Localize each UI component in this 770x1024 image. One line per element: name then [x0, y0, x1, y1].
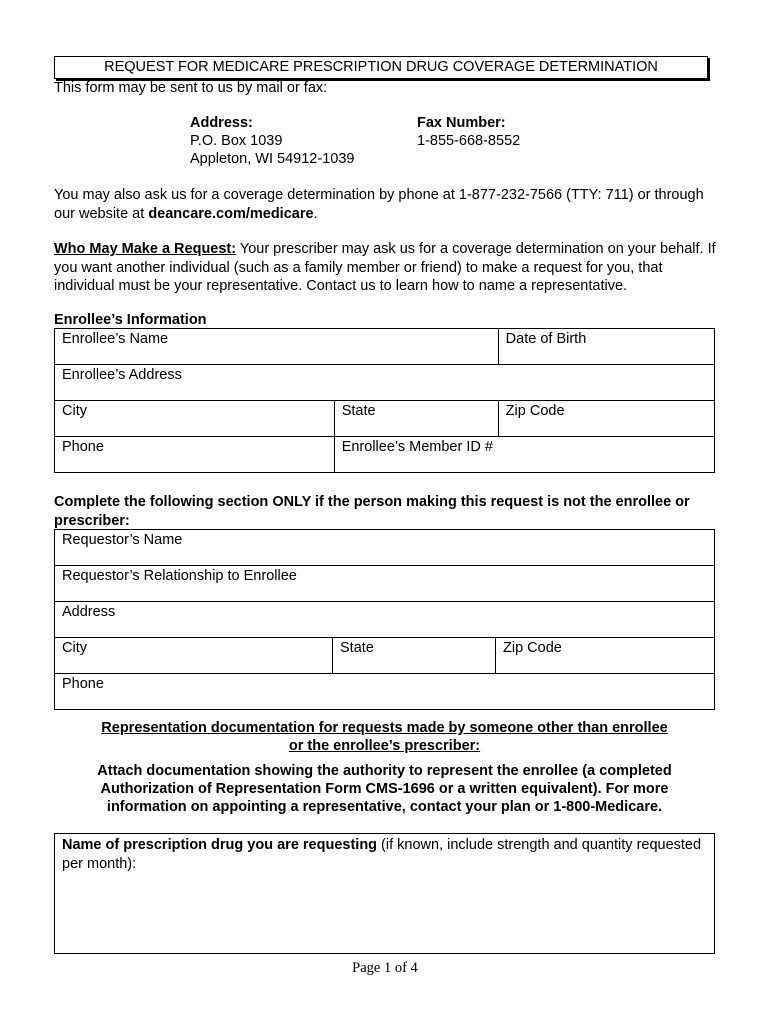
form-title: REQUEST FOR MEDICARE PRESCRIPTION DRUG COVERAGE DETERMINATION: [54, 56, 708, 79]
requestor-city-field[interactable]: City: [55, 638, 333, 674]
fax-heading: Fax Number:: [417, 115, 506, 131]
page-number: Page 1 of 4: [352, 960, 418, 976]
enrollee-name-field[interactable]: Enrollee’s Name: [55, 329, 499, 365]
intro-text: This form may be sent to us by mail or fax:: [54, 80, 328, 96]
who-paragraph: Who May Make a Request: Your prescriber may ask us for a coverage determination on your behalf. If you want another individual (such as a family member or friend) to make a request for you, that individual must be your representative. Contact us to learn how to name a representative.: [54, 241, 716, 294]
enrollee-heading: Enrollee’s Information: [54, 312, 207, 328]
who-heading: Who May Make a Request:: [54, 241, 237, 257]
requestor-relationship-field[interactable]: Requestor’s Relationship to Enrollee: [55, 566, 715, 602]
website-link[interactable]: deancare.com/medicare: [148, 205, 314, 222]
requestor-heading: Complete the following section ONLY if the person making this request is not the enrollee or prescriber:: [54, 494, 690, 529]
enrollee-table: [54, 328, 715, 473]
enrollee-zip-field[interactable]: Zip Code: [498, 401, 714, 437]
requestor-zip-field[interactable]: Zip Code: [496, 638, 715, 674]
address-heading: Address:: [190, 115, 253, 131]
requestor-table: [54, 529, 715, 710]
requestor-phone-field[interactable]: Phone: [55, 674, 715, 710]
representation-heading: Representation documentation for requests made by someone other than enrollee or the enrollee’s prescriber:: [101, 720, 668, 754]
enrollee-state-field[interactable]: State: [334, 401, 498, 437]
enrollee-phone-field[interactable]: Phone: [55, 437, 335, 473]
requestor-state-field[interactable]: State: [333, 638, 496, 674]
drug-label-bold: Name of prescription drug you are requesting: [62, 837, 378, 853]
fax-number: 1-855-668-8552: [417, 133, 521, 149]
requestor-name-field[interactable]: Requestor’s Name: [55, 530, 715, 566]
phone-paragraph: You may also ask us for a coverage determination by phone at 1-877-232-7566 (TTY: 711) or through our website at deancare.com/medicare.: [54, 187, 704, 222]
drug-label-rest: (if known, include strength and quantity requested per month):: [62, 837, 702, 872]
enrollee-dob-field[interactable]: Date of Birth: [498, 329, 714, 365]
enrollee-city-field[interactable]: City: [55, 401, 335, 437]
representation-body: Attach documentation showing the authority to represent the enrollee (a completed Authorization of Representation Form CMS-1696 or a written equivalent). For more information on appointing a representative, contact your plan or 1-800-Medicare.: [97, 763, 672, 815]
requestor-address-field[interactable]: Address: [55, 602, 715, 638]
drug-name-field[interactable]: [54, 833, 715, 954]
enrollee-address-field[interactable]: Enrollee’s Address: [55, 365, 715, 401]
address-line1: P.O. Box 1039: [190, 133, 283, 149]
address-line2: Appleton, WI 54912-1039: [190, 151, 355, 167]
enrollee-member-id-field[interactable]: Enrollee’s Member ID #: [334, 437, 714, 473]
